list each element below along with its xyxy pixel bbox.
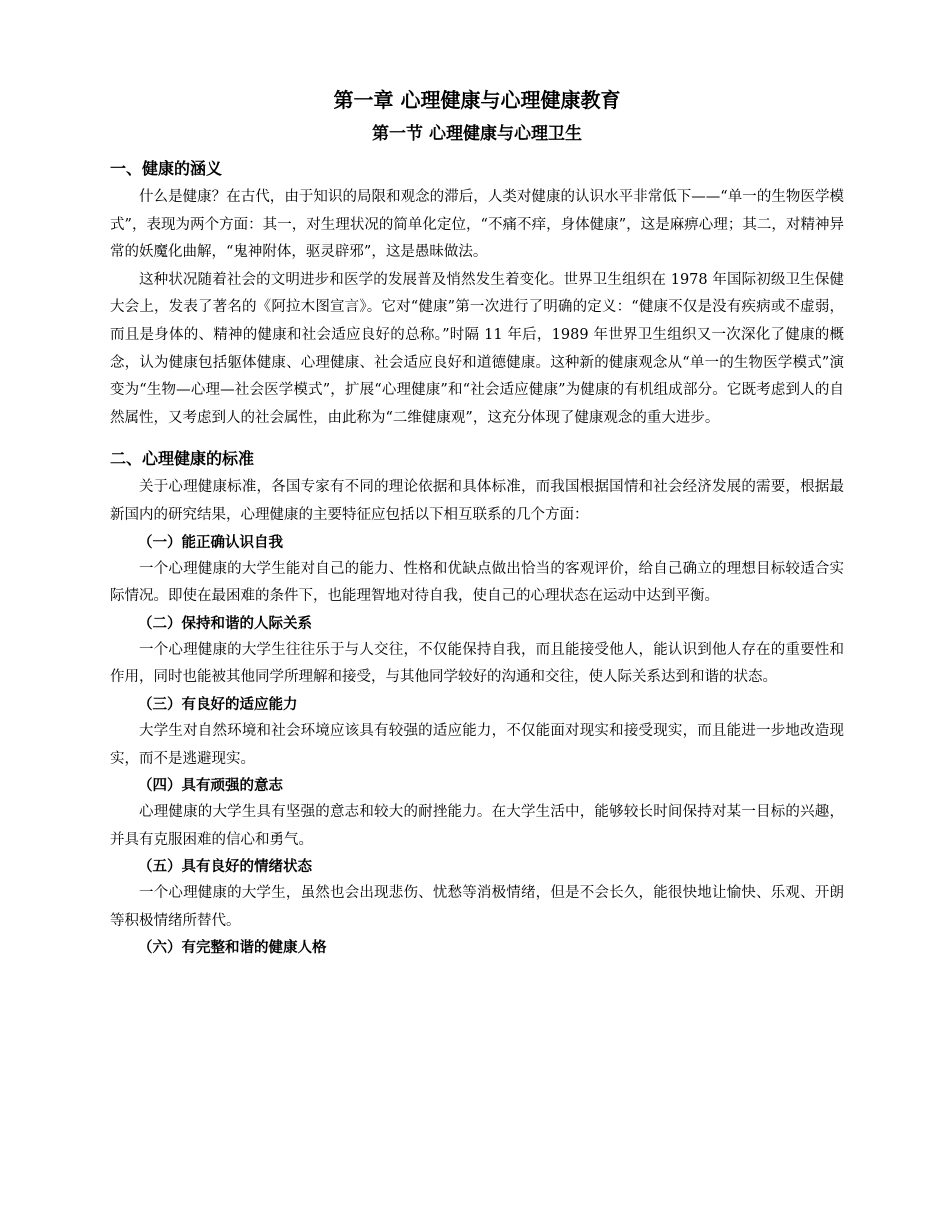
part1-heading: 一、健康的涵义 [110, 159, 223, 178]
item-3-heading: （三）有良好的适应能力 [138, 696, 298, 713]
document-page [110, 86, 844, 961]
item-2-heading: （二）保持和谐的人际关系 [138, 615, 312, 632]
item-5-text: 一个心理健康的大学生，虽然也会出现悲伤、忧愁等消极情绪，但是不会长久，能很快地让愉快、乐观、开朗等积极情绪所替代。 [110, 885, 844, 929]
item-3-text: 大学生对自然环境和社会环境应该具有较强的适应能力，不仅能面对现实和接受现实，而且能进一步地改造现实，而不是逃避现实。 [110, 722, 844, 767]
item-5-heading: （五）具有良好的情绪状态 [138, 859, 312, 876]
part2-intro: 关于心理健康标准，各国专家有不同的理论依据和具体标准，而我国根据国情和社会经济发展的需要，根据最新国内的研究结果，心理健康的主要特征应包括以下相互联系的几个方面： [110, 479, 844, 523]
chapter-title: 第一章 心理健康与心理健康教育 [333, 88, 621, 112]
item-4-heading: （四）具有顽强的意志 [138, 778, 283, 795]
part2-heading: 二、心理健康的标准 [110, 449, 255, 469]
part1-paragraph-1: 什么是健康？在古代，由于知识的局限和观念的滞后，人类对健康的认识水平非常低下——“单一的生物医学模式”，表现为两个方面：其一，对生理状况的简单化定位，“不痛不痒，身体健康”，这是麻痹心理；其二，对精神异常的妖魔化曲解，“鬼神附体，驱灵辟邪”，这是愚昧做法。 [110, 189, 844, 261]
item-4-text: 心理健康的大学生具有坚强的意志和较大的耐挫能力。在大学生活中，能够较长时间保持对某一目标的兴趣，并具有克服困难的信心和勇气。 [110, 804, 844, 848]
item-6-heading: （六）有完整和谐的健康人格 [138, 940, 327, 957]
item-1-text: 一个心理健康的大学生能对自己的能力、性格和优缺点做出恰当的客观评价，给自己确立的理想目标较适合实际情况。即使在最困难的条件下，也能理智地对待自我，使自己的心理状态在运动中达到平衡。 [110, 560, 844, 605]
item-2-text: 一个心理健康的大学生往往乐于与人交往，不仅能保持自我，而且能接受他人，能认识到他人存在的重要性和作用，同时也能被其他同学所理解和接受，与其他同学较好的沟通和交往，使人际关系达到和谐的状态。 [110, 641, 844, 686]
section-title: 第一节 心理健康与心理卫生 [372, 124, 582, 144]
part1-paragraph-2: 这种状况随着社会的文明进步和医学的发展普及悄然发生着变化。世界卫生组织在 1978 年国际初级卫生保健大会上，发表了著名的《阿拉木图宣言》。它对“健康”第一次进行了明确的定义：“健康不仅是没有疾病或不虚弱，而且是身体的、精神的健康和社会适应良好的总称。”时隔 11 年后，1989 年世界卫生组织又一次深化了健康的概念，认为健康包括躯体健康、心理健康、社会适应良好和道德健康。这种新的健康观念从“单一的生物医学模式”演变为“生物—心理—社会医学模式”，扩展“心理健康”和“社会适应健康”为健康的有机组成部分。它既考虑到人的自然属性，又考虑到人的社会属性，由此称为“二维健康观”，这充分体现了健康观念的重大进步。 [110, 271, 844, 426]
item-1-heading: （一）能正确认识自我 [138, 534, 283, 551]
